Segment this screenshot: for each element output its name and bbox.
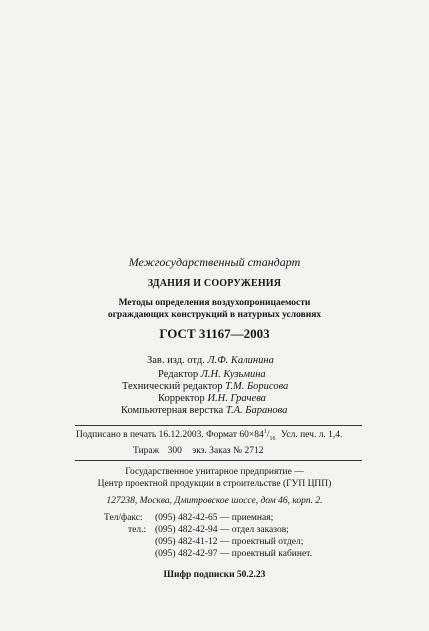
run-label: Тираж — [133, 446, 160, 456]
print-details: Подписано в печать 16.12.2003. Формат $60\times 84^1/_{16}$ Усл. печ. л. 1,4. — [76, 429, 343, 443]
credit-row — [147, 355, 274, 366]
standard-type: Межгосударственный стандарт — [128, 255, 301, 269]
publisher-line-2: Центр проектной продукции в строительстве (ГУП ЦПП) — [97, 479, 332, 489]
credit-row — [158, 393, 266, 404]
credit-row — [158, 369, 266, 380]
publisher-line-1: Государственное унитарное предприятие — — [125, 467, 304, 477]
format-denominator: 16 — [269, 436, 276, 443]
print-run-line — [133, 446, 264, 456]
order-number: экз. Заказ № 2712 — [192, 446, 264, 456]
credit-row — [121, 405, 287, 416]
credit-name: Т.М. Борисова — [225, 381, 289, 392]
credit-row — [122, 381, 288, 392]
contact-value: (095) 482-42-94 — отдел заказов; — [155, 525, 289, 535]
contact-row — [128, 525, 146, 535]
credit-role: Корректор — [158, 393, 205, 404]
subtitle-line-2: ограждающих конструкций в натурных условиях — [107, 310, 322, 320]
publisher-address: 127238, Москва, Дмитровское шоссе, дом 46, корп. 2. — [106, 496, 323, 506]
signed-to-print: Подписано в печать 16.12.2003. Формат 60×84 — [76, 430, 264, 441]
credit-role: Технический редактор — [122, 381, 223, 392]
credit-name: Л.Н. Кузьмина — [200, 369, 266, 380]
divider-line — [75, 425, 362, 426]
subtitle-line-1: Методы определения воздухопроницаемости — [118, 298, 311, 308]
contact-label: Тел/факс: — [104, 513, 143, 523]
credit-role: Редактор — [158, 369, 199, 380]
gost-number: ГОСТ 31167—2003 — [159, 326, 270, 341]
credit-role: Компьютерная верстка — [121, 405, 224, 416]
credit-name: Т.А. Баранова — [225, 405, 288, 416]
divider-line — [75, 460, 362, 461]
contact-value: (095) 482-42-97 — проектный кабинет. — [155, 549, 312, 559]
subscription-code: Шифр подписки 50.2.23 — [163, 570, 266, 580]
contact-row — [104, 513, 143, 523]
contact-value: (095) 482-42-65 — приемная; — [155, 513, 274, 523]
format-numerator: 1 — [263, 429, 267, 435]
contact-label: тел.: — [128, 525, 147, 535]
credit-name: И.Н. Грачева — [207, 393, 266, 404]
credit-role: Зав. изд. отд. — [147, 355, 205, 366]
print-sheets: Усл. печ. л. 1,4. — [280, 430, 343, 441]
document-title: ЗДАНИЯ И СООРУЖЕНИЯ — [147, 278, 282, 289]
credit-name: Л.Ф. Калинина — [207, 355, 274, 366]
contact-value: (095) 482-41-12 — проектный отдел; — [155, 537, 304, 547]
run-value: 300 — [167, 446, 182, 456]
